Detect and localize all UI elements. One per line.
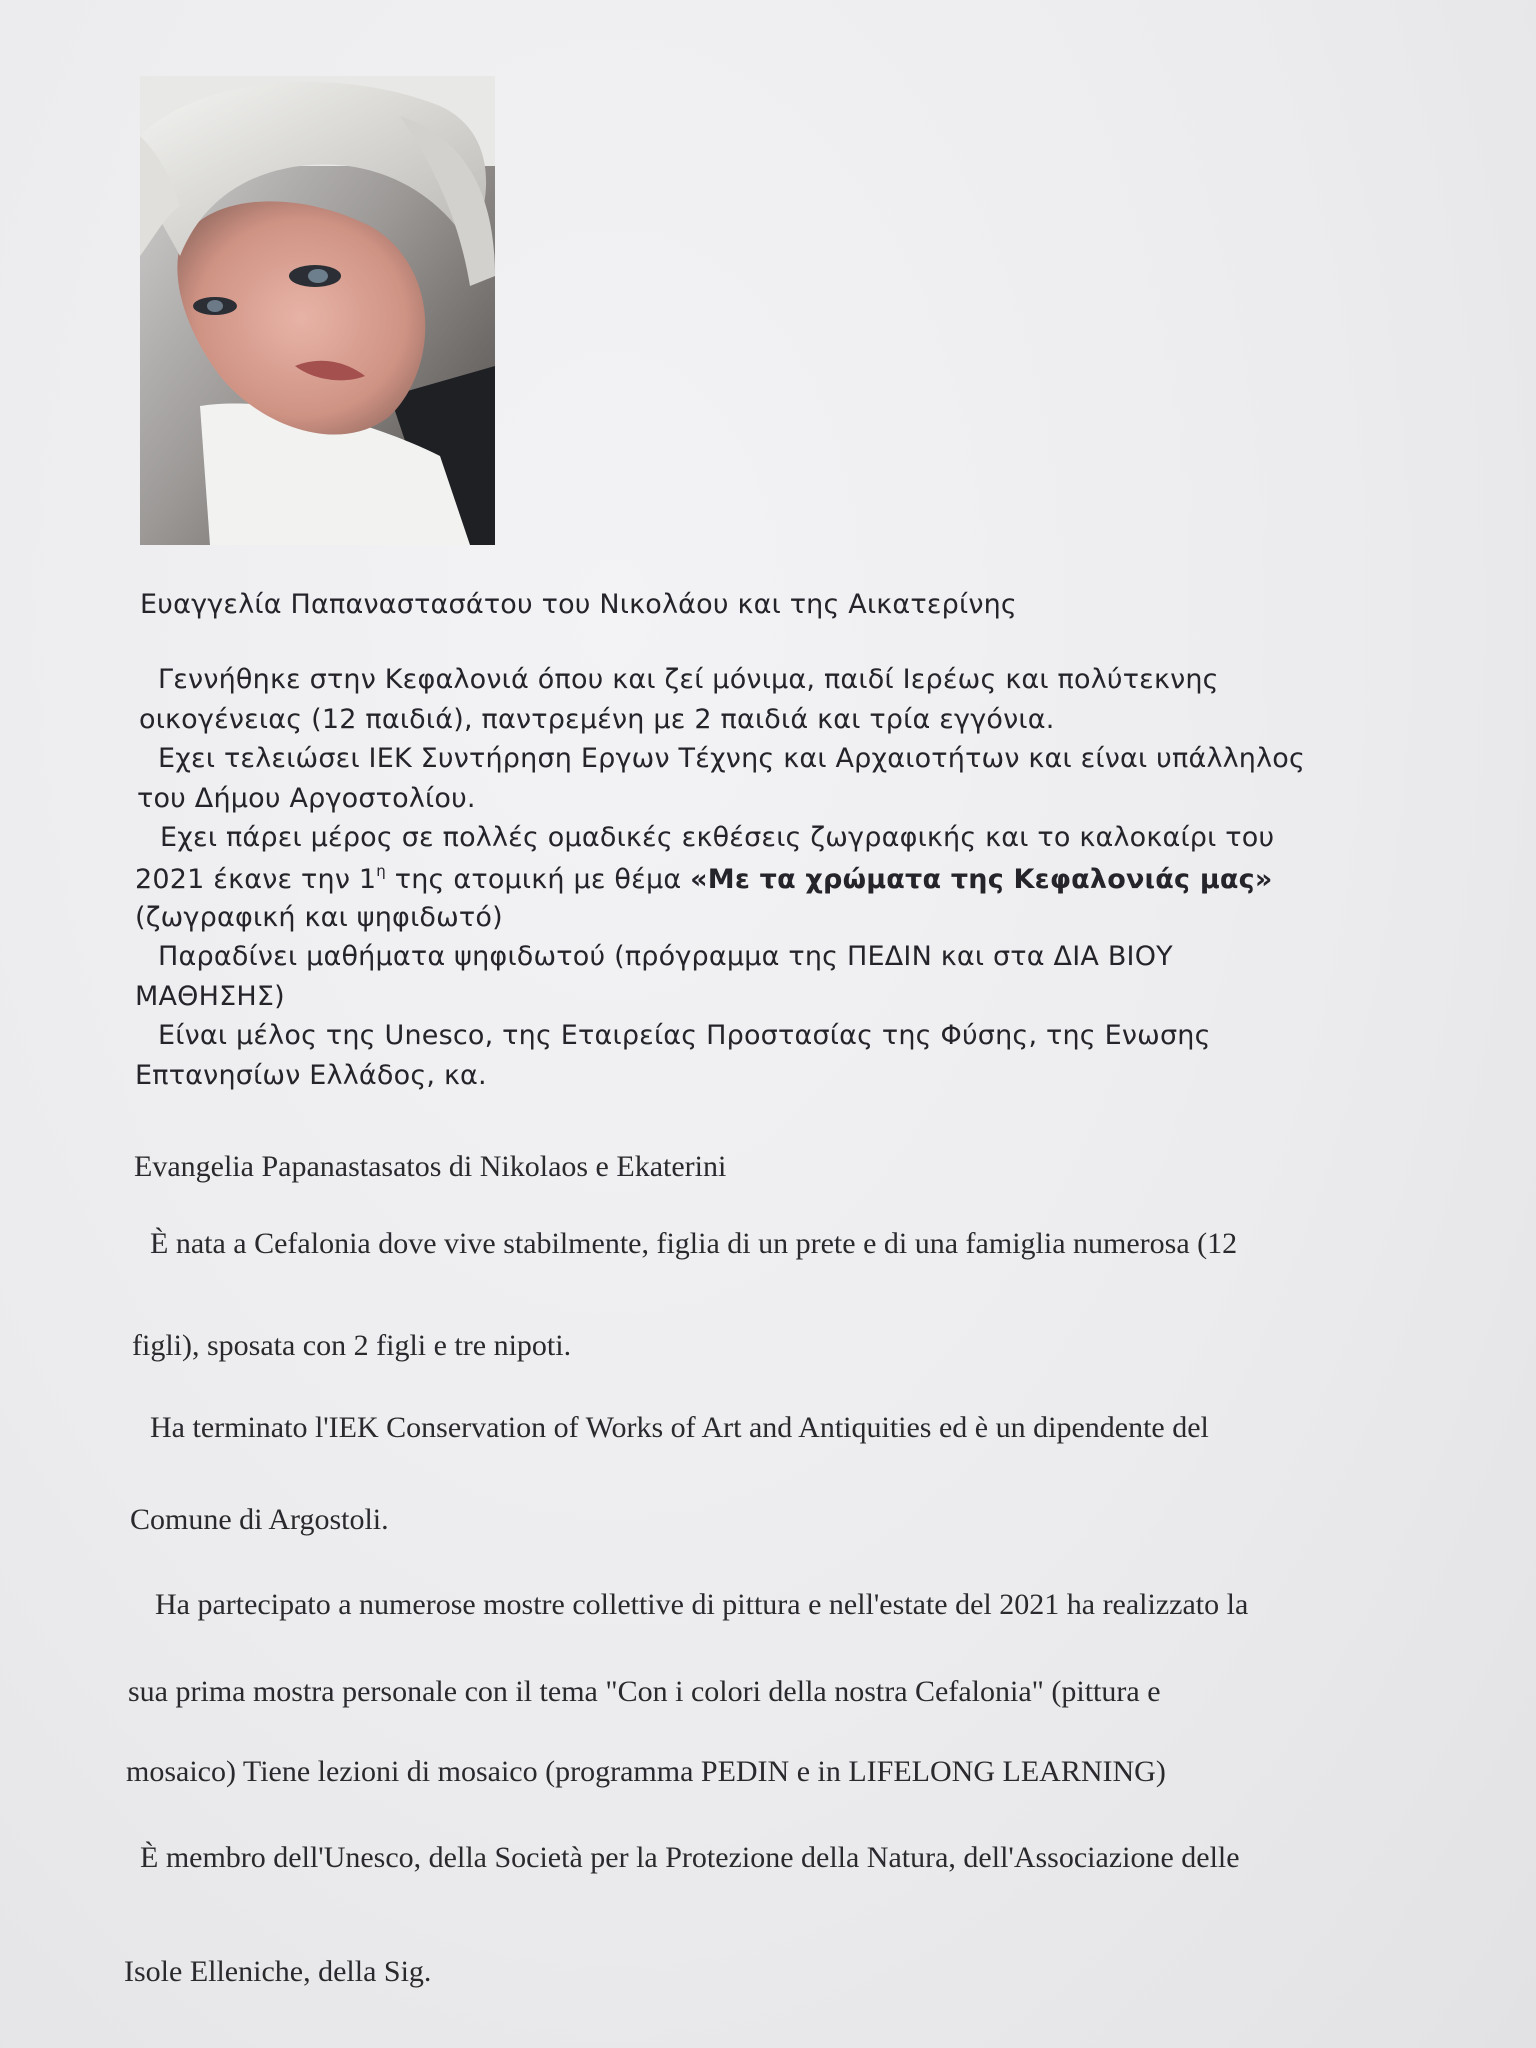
greek-line-3: Εχει τελειώσει ΙΕΚ Συντήρηση Εργων Τέχνης και Αρχαιοτήτων και είναι υπάλληλος	[158, 743, 1306, 774]
greek-line-4: του Δήμου Αργοστολίου.	[137, 783, 476, 814]
greek-line-8: Παραδίνει μαθήματα ψηφιδωτού (πρόγραμμα της ΠΕΔΙΝ και στα ΔΙΑ ΒΙΟΥ	[158, 941, 1173, 972]
italian-line-7: mosaico) Tiene lezioni di mosaico (programma PEDIN e in LIFELONG LEARNING)	[126, 1755, 1166, 1788]
greek-line-6-mid: της ατομική με θέμα	[386, 864, 691, 895]
greek-line-6	[135, 864, 1272, 893]
italian-line-3: Ha terminato l'IEK Conservation of Works of Art and Antiquities ed è un dipendente del	[150, 1411, 1209, 1444]
greek-line-6-sup: η	[376, 862, 386, 880]
greek-line-2: οικογένειας (12 παιδιά), παντρεμένη με 2 παιδιά και τρία εγγόνια.	[139, 704, 1055, 735]
greek-line-11: Επτανησίων Ελλάδος, κα.	[135, 1060, 487, 1091]
greek-line-7: (ζωγραφική και ψηφιδωτό)	[135, 902, 503, 933]
italian-line-9: Isole Elleniche, della Sig.	[124, 1955, 432, 1988]
exhibition-title: «Με τα χρώματα της Κεφαλονιάς μας»	[690, 864, 1273, 895]
greek-line-10: Είναι μέλος της Unesco, της Εταιρείας Προστασίας της Φύσης, της Ενωσης	[158, 1020, 1211, 1051]
greek-name-line: Ευαγγελία Παπαναστασάτου του Νικολάου και της Αικατερίνης	[140, 589, 1017, 620]
greek-line-5: Εχει πάρει μέρος σε πολλές ομαδικές εκθέσεις ζωγραφικής και το καλοκαίρι του	[160, 822, 1275, 853]
greek-line-9: ΜΑΘΗΣΗΣ)	[135, 981, 285, 1012]
italian-line-1: È nata a Cefalonia dove vive stabilmente, figlia di un prete e di una famiglia numerosa (12	[150, 1227, 1238, 1260]
italian-line-4: Comune di Argostoli.	[130, 1503, 389, 1536]
italian-line-8: È membro dell'Unesco, della Società per la Protezione della Natura, dell'Associazione delle	[140, 1841, 1240, 1874]
greek-line-1: Γεννήθηκε στην Κεφαλονιά όπου και ζεί μόνιμα, παιδί Ιερέως και πολύτεκνης	[158, 664, 1219, 695]
portrait-illustration	[140, 76, 495, 545]
italian-line-6: sua prima mostra personale con il tema "Con i colori della nostra Cefalonia" (pittura e	[128, 1675, 1161, 1708]
greek-line-6-pre: 2021 έκανε την 1	[135, 864, 377, 895]
italian-name-line: Evangelia Papanastasatos di Nikolaos e Ekaterini	[134, 1150, 727, 1183]
portrait-photo	[140, 76, 495, 545]
italian-line-2: figli), sposata con 2 figli e tre nipoti.	[132, 1329, 572, 1362]
italian-line-5: Ha partecipato a numerose mostre collettive di pittura e nell'estate del 2021 ha realizzato la	[155, 1588, 1249, 1621]
